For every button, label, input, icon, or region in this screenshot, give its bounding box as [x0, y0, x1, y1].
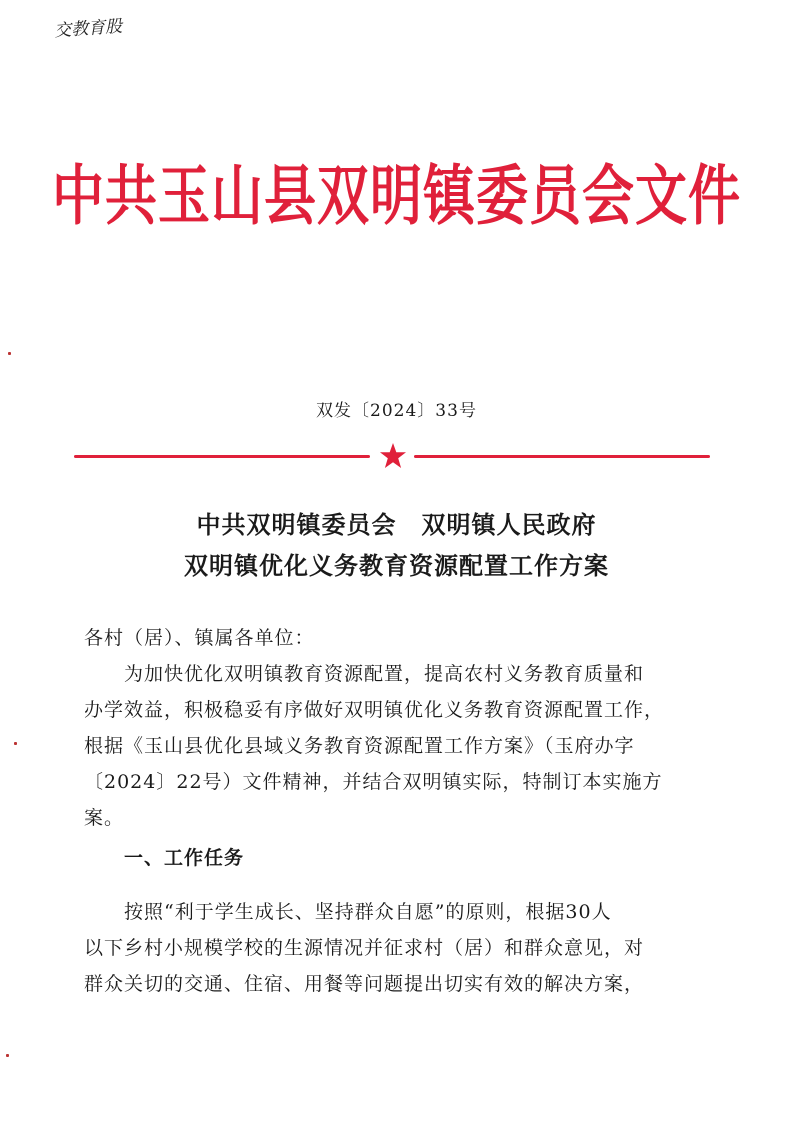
handwritten-annotation: 交教育股	[53, 16, 123, 42]
red-divider	[74, 442, 710, 472]
paragraph-1-line: 根据《玉山县优化县域义务教育资源配置工作方案》（玉府办字	[84, 735, 635, 757]
paragraph-2-line: 以下乡村小规模学校的生源情况并征求村（居）和群众意见，对	[84, 937, 645, 959]
paragraph-1-line: 〔2024〕22号）文件精神，并结合双明镇实际，特制订本实施方	[84, 771, 663, 793]
document-title-line-2: 双明镇优化义务教育资源配置工作方案	[184, 552, 609, 580]
section-heading: 一、工作任务	[84, 847, 245, 869]
scan-speck	[8, 352, 11, 355]
scan-speck	[6, 1054, 9, 1057]
issuer-title: 中共玉山县双明镇委员会文件	[51, 159, 741, 235]
divider-line-left	[74, 455, 370, 458]
paragraph-1-line: 案。	[84, 807, 125, 829]
document-number: 双发〔2024〕33号	[316, 401, 477, 421]
scan-speck	[14, 742, 17, 745]
salutation: 各村（居）、镇属各单位：	[84, 627, 315, 649]
document-title-line-1: 中共双明镇委员会 双明镇人民政府	[196, 511, 597, 539]
paragraph-2-line: 群众关切的交通、住宿、用餐等问题提出切实有效的解决方案，	[84, 973, 645, 995]
red-star-icon	[379, 442, 407, 470]
paragraph-1-line: 办学效益，积极稳妥有序做好双明镇优化义务教育资源配置工作，	[84, 699, 665, 721]
paragraph-1-line: 为加快优化双明镇教育资源配置，提高农村义务教育质量和	[84, 663, 645, 685]
divider-line-right	[414, 455, 710, 458]
paragraph-2-line: 按照“利于学生成长、坚持群众自愿”的原则，根据30人	[84, 901, 612, 923]
